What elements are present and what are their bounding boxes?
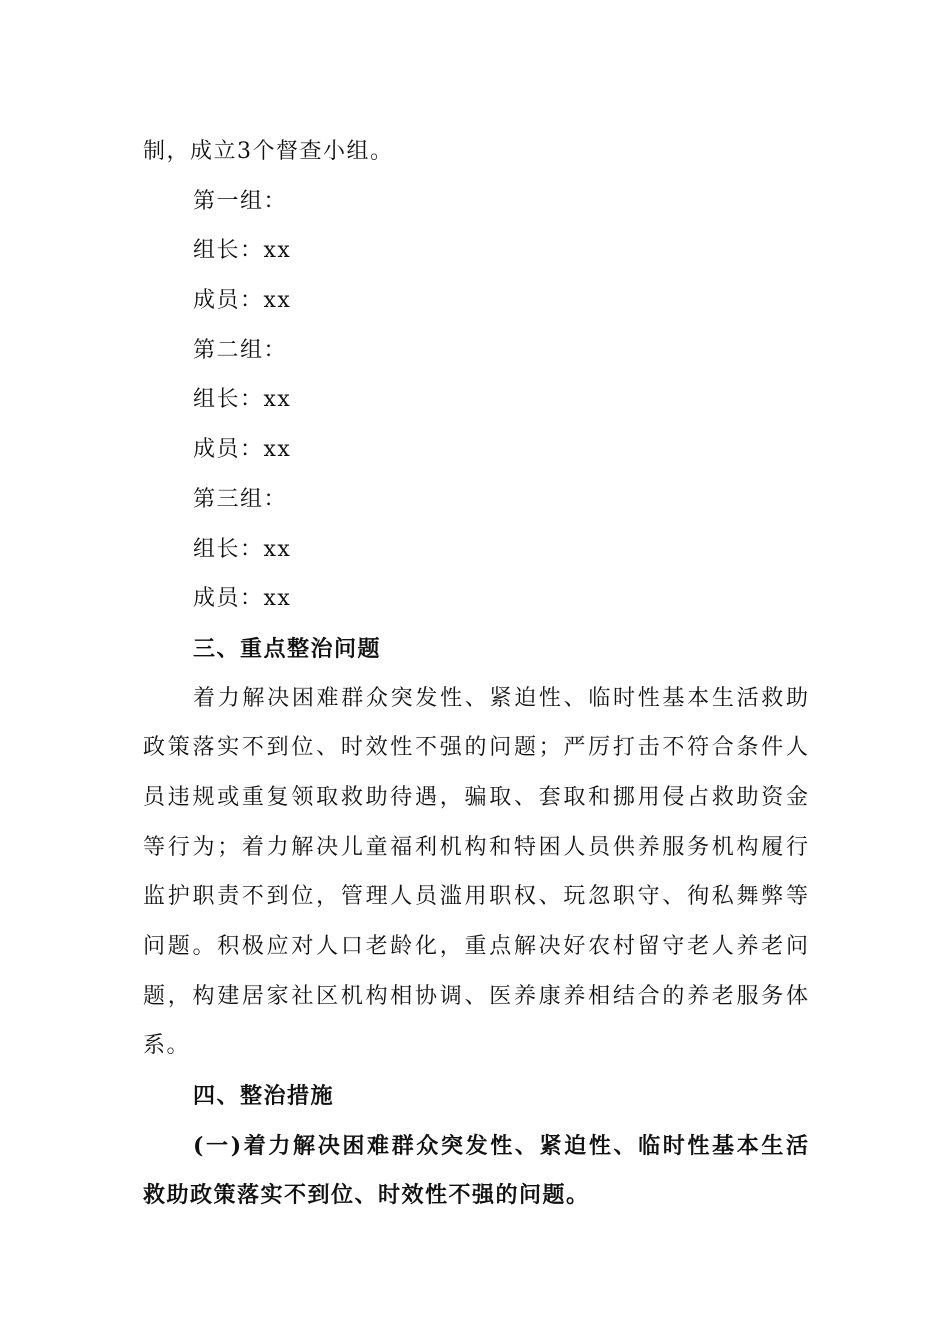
group-3-leader: 组长：xx [193, 537, 292, 562]
subheading-line: (一)着力解决困难群众突发性、紧迫性、临时性基本生活 [193, 1133, 808, 1159]
body-line: 等行为；着力解决儿童福利机构和特困人员供养服务机构履行 [143, 835, 808, 860]
body-line: 员违规或重复领取救助待遇，骗取、套取和挪用侵占救助资金 [143, 785, 808, 810]
group-2-title: 第二组： [193, 338, 288, 363]
group-2-members: 成员：xx [193, 437, 292, 462]
subheading-line-last: 救助政策落实不到位、时效性不强的问题。 [143, 1182, 590, 1208]
section-heading-3: 三、重点整治问题 [193, 636, 382, 662]
group-3-title: 第三组： [193, 487, 288, 512]
body-line: 问题。积极应对人口老龄化，重点解决好农村留守老人养老问 [143, 934, 808, 959]
section-heading-4: 四、整治措施 [193, 1083, 335, 1109]
group-1-leader: 组长：xx [193, 238, 292, 263]
paragraph-continuation: 制，成立3个督查小组。 [143, 139, 394, 164]
group-2-leader: 组长：xx [193, 387, 292, 412]
group-1-members: 成员：xx [193, 288, 292, 313]
body-line: 政策落实不到位、时效性不强的问题；严厉打击不符合条件人 [143, 735, 808, 760]
body-line-last: 系。 [143, 1033, 191, 1058]
group-3-members: 成员：xx [193, 586, 292, 611]
body-line: 着力解决困难群众突发性、紧迫性、临时性基本生活救助 [193, 686, 808, 711]
group-1-title: 第一组： [193, 189, 288, 214]
body-line: 题，构建居家社区机构相协调、医养康养相结合的养老服务体 [143, 984, 808, 1009]
body-line: 监护职责不到位，管理人员滥用职权、玩忽职守、徇私舞弊等 [143, 884, 808, 909]
